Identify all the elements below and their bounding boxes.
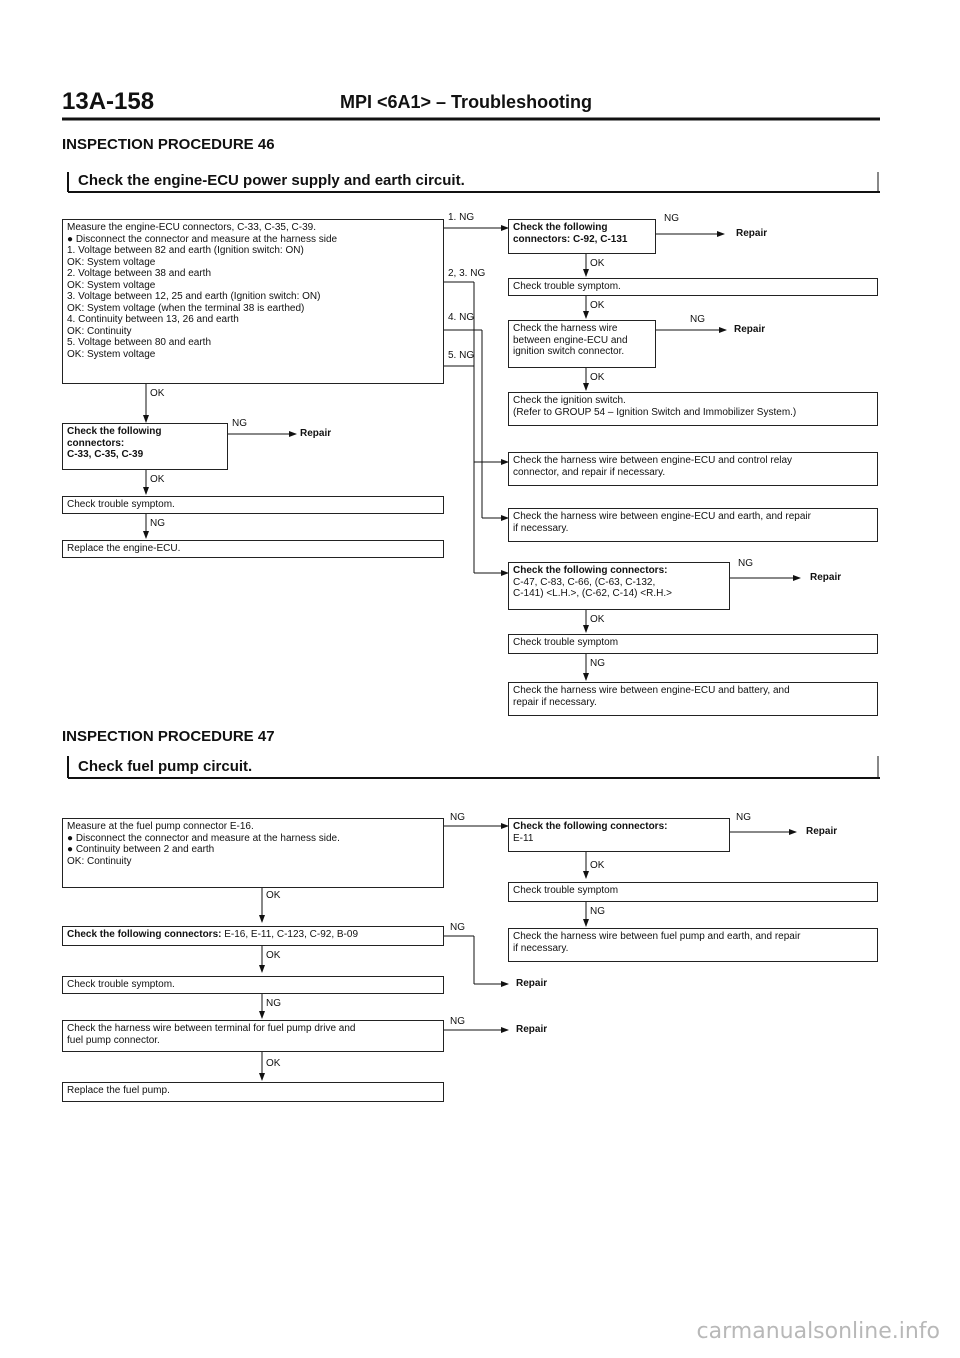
check-trouble-box: Check trouble symptom.: [508, 278, 878, 296]
check-connectors-box: Check the following connectors: C-33, C-35, C-39: [62, 423, 228, 470]
page-number: 13A-158: [62, 88, 155, 115]
ng-label: NG: [150, 518, 165, 529]
repair-label: Repair: [300, 428, 332, 439]
check-trouble-box: Check trouble symptom: [508, 882, 878, 902]
page-title: MPI <6A1> – Troubleshooting: [340, 92, 593, 112]
ng-label: NG: [450, 922, 465, 933]
check-harness-relay-box: Check the harness wire between engine-ECU and control relay connector, and repair if necessary.: [508, 452, 878, 486]
measure-box-46: Measure the engine-ECU connectors, C-33, C-35, C-39. ● Disconnect the connector and measure at the harness side 1. Voltage between 82 and earth (Ignition switch: ON) OK: System voltage 2. Voltage between 38 and earth OK: System voltage 3. Voltage between 12, 25 and earth (Ignition switch: ON) OK: System voltage (when the terminal 38 is earthed) 4. Continuity between 13, 26 and earth OK: Continuity 5. Voltage between 80 and earth OK: System voltage: [62, 219, 444, 384]
procedure-46-heading: INSPECTION PROCEDURE 46: [62, 136, 275, 153]
ok-label: OK: [150, 474, 165, 485]
ok-label: OK: [590, 860, 605, 871]
check-trouble-box: Check trouble symptom: [508, 634, 878, 654]
ng-label: NG: [590, 906, 605, 917]
ng-label: NG: [736, 812, 751, 823]
repair-label: Repair: [516, 1024, 548, 1035]
repair-label: Repair: [516, 978, 548, 989]
ng-label-4: 4. NG: [448, 312, 475, 323]
procedure-47-heading: INSPECTION PROCEDURE 47: [62, 728, 275, 745]
measure-box-47: Measure at the fuel pump connector E-16. ● Disconnect the connector and measure at the harness side. ● Continuity between 2 and earth OK: Continuity: [62, 818, 444, 888]
ok-label: OK: [590, 372, 605, 383]
check-connectors-box: Check the following connectors: C-92, C-131: [508, 219, 656, 254]
check-trouble-box: Check trouble symptom.: [62, 976, 444, 994]
ng-label-2-3: 2, 3. NG: [448, 268, 486, 279]
ng-label: NG: [450, 812, 465, 823]
ok-label: OK: [150, 388, 165, 399]
check-harness-earth-box: Check the harness wire between fuel pump and earth, and repair if necessary.: [508, 928, 878, 962]
ok-label: OK: [266, 890, 281, 901]
check-harness-box: Check the harness wire between engine-ECU and ignition switch connector.: [508, 320, 656, 368]
ok-label: OK: [266, 1058, 281, 1069]
repair-label: Repair: [806, 826, 838, 837]
ng-label-5: 5. NG: [448, 350, 475, 361]
ok-label: OK: [266, 950, 281, 961]
repair-label: Repair: [810, 572, 842, 583]
replace-ecu-box: Replace the engine-ECU.: [62, 540, 444, 558]
ng-label-1: 1. NG: [448, 212, 475, 223]
check-connectors-box: Check the following connectors: E-11: [508, 818, 730, 852]
check-connectors-box: Check the following connectors: E-16, E-11, C-123, C-92, B-09: [62, 926, 444, 946]
ng-label: NG: [690, 314, 705, 325]
check-ignition-switch-box: Check the ignition switch. (Refer to GROUP 54 – Ignition Switch and Immobilizer System.): [508, 392, 878, 426]
replace-fuel-pump-box: Replace the fuel pump.: [62, 1082, 444, 1102]
check-trouble-box: Check trouble symptom.: [62, 496, 444, 514]
ng-label: NG: [738, 558, 753, 569]
ng-label: NG: [266, 998, 281, 1009]
ng-label: NG: [664, 213, 679, 224]
check-harness-battery-box: Check the harness wire between engine-ECU and battery, and repair if necessary.: [508, 682, 878, 716]
watermark: carmanualsonline.info: [696, 1319, 940, 1344]
ok-label: OK: [590, 258, 605, 269]
check-connectors-box: Check the following connectors: C-47, C-83, C-66, (C-63, C-132, C-141) <L.H.>, (C-62, C-14) <R.H.>: [508, 562, 730, 610]
ok-label: OK: [590, 300, 605, 311]
check-harness-box: Check the harness wire between terminal for fuel pump drive and fuel pump connector.: [62, 1020, 444, 1052]
procedure-46-title: Check the engine-ECU power supply and earth circuit.: [78, 172, 465, 189]
ng-label: NG: [590, 658, 605, 669]
ng-label: NG: [450, 1016, 465, 1027]
repair-label: Repair: [736, 228, 768, 239]
ok-label: OK: [590, 614, 605, 625]
repair-label: Repair: [734, 324, 766, 335]
procedure-47-title: Check fuel pump circuit.: [78, 758, 253, 775]
check-harness-earth-box: Check the harness wire between engine-ECU and earth, and repair if necessary.: [508, 508, 878, 542]
ng-label: NG: [232, 418, 247, 429]
